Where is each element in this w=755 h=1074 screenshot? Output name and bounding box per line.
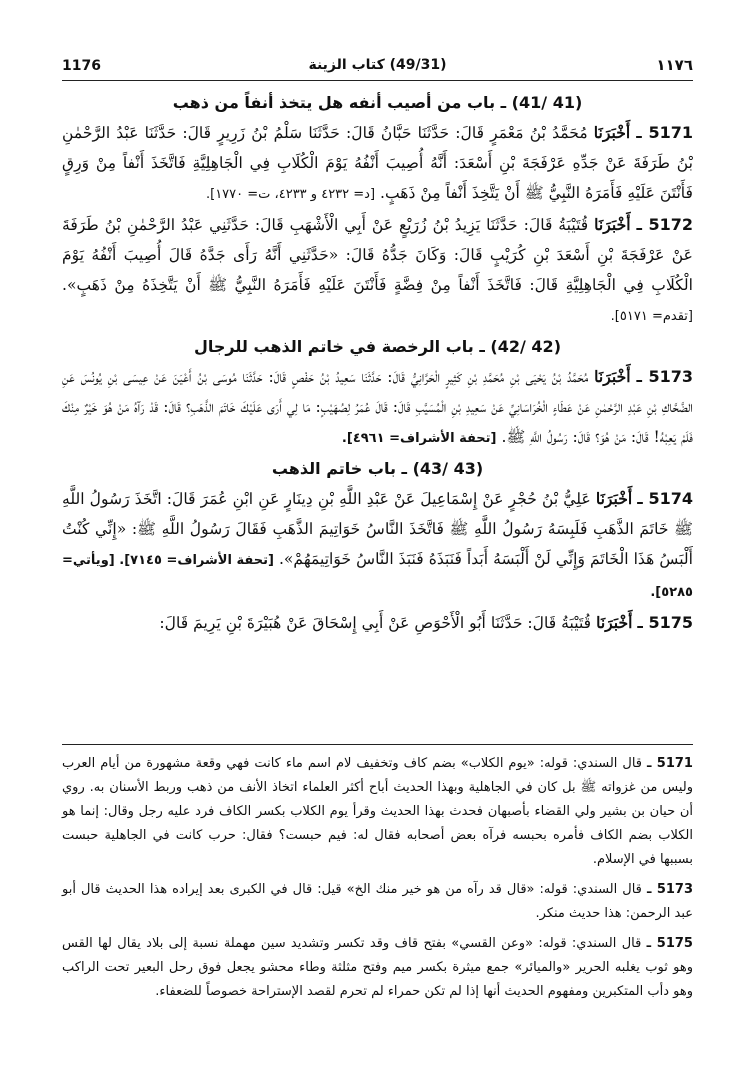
hadith-text: عَلِيُّ بْنُ حُجْرٍ عَنْ إِسْمَاعِيلَ عَنْ عَبْدِ اللَّهِ بْنِ دِينَارٍ عَنِ ابْنِ عُمَرَ قَالَ: اتَّخَذَ رَسُولُ اللَّهِ ﷺ خَاتَمَ الذَّهَبِ فَلَبِسَهُ رَسُولُ اللَّهِ ﷺ فَاتَّخَذَ النَّاسُ خَوَاتِيمَ الذَّهَبِ فَقَالَ رَسُولُ اللَّهِ ﷺ: «إِنِّي كُنْتُ أَلْبَسُ هَذَا الْخَاتَمَ وَإِنِّي لَنْ أَلْبَسَهُ أَبَداً فَنَبَذَهُ فَنَبَذَ النَّاسُ خَوَاتِيمَهُمْ». bbox=[62, 490, 693, 568]
running-title: (49/31) كتاب الزينة bbox=[308, 57, 447, 73]
hadith-intro: أَخْبَرَنَا bbox=[596, 613, 633, 632]
hadith-number: 5171 ـ bbox=[636, 123, 693, 142]
hadith-reference: [د= ٤٢٣٢ و ٤٢٣٣، ت= ١٧٧٠]. bbox=[205, 187, 376, 202]
footnotes bbox=[62, 752, 693, 1010]
hadith-5174 bbox=[62, 484, 693, 608]
chapter-title: (41 /41) ـ باب من أصيب أنفه هل يتخذ أنفاً من ذهب bbox=[172, 93, 583, 112]
hadith-5175 bbox=[62, 608, 693, 638]
footnote-number: 5171 ـ bbox=[646, 756, 693, 771]
hadith-5171 bbox=[62, 118, 693, 210]
footnote-text: قال السندي: قوله: «قال قد رآه من هو خير منك الخ» قيل: قال في الكبرى بعد إيراده هذا الحديث قال أبو عبد الرحمن: هذا حديث منكر. bbox=[62, 882, 693, 921]
hadith-text: قُتَيْبَةُ قَالَ: حَدَّثَنَا يَزِيدُ بْنُ زُرَيْعٍ عَنْ أَبِي الْأَشْهَبِ قَالَ: حَدَّثَنِي عَبْدُ الرَّحْمٰنِ بْنُ طَرَفَةَ عَنْ عَرْفَجَةَ بْنِ أَسْعَدَ بْنِ كُرَيْبٍ قَالَ: وَكَانَ جَدُّهُ قَالَ: «حَدَّثَنِي أَنَّهُ رَأَى جَدَّهُ قَالَ أُصِيبَ أَنْفُهُ يَوْمَ الْكُلَابِ فِي الْجَاهِلِيَّةِ قَالَ: فَاتَّخَذَ أَنْفاً مِنْ فِضَّةٍ فَأَنْتَنَ عَلَيْهِ فَأَمَرَهُ النَّبِيُّ ﷺ أَنْ يَتَّخِذَهُ مِنْ ذَهَبٍ». bbox=[62, 216, 693, 294]
hadith-intro: أَخْبَرَنَا bbox=[595, 489, 633, 508]
hadith-5173 bbox=[62, 362, 693, 454]
chapter-title: (42 /42) ـ باب الرخصة في خاتم الذهب للرجال bbox=[193, 337, 561, 356]
footnote-number: 5173 ـ bbox=[646, 882, 693, 897]
hadith-intro: أَخْبَرَنَا bbox=[594, 215, 631, 234]
main-text bbox=[62, 88, 693, 638]
hadith-intro: أَخْبَرَنَا bbox=[593, 123, 631, 142]
hadith-intro: أَخْبَرَنَا bbox=[594, 367, 631, 386]
page-number-arabic: ١١٧٦ bbox=[656, 56, 693, 74]
footnote-text: قال السندي: قوله: «يوم الكلاب» بضم كاف وتخفيف لام اسم ماء كانت فهي وقعة مشهورة من أيام العرب وليس من غزواته ﷺ بل كان في الجاهلية وبهذا الحديث أباح أكثر العلماء اتخاذ الأنف من ذهب وربط الأسنان به. روي أن حيان بن بشير ولي القضاء بأصبهان فحدث بهذا الحديث وقرأ يوم الكلاب بكسر الكاف فرد عليه رجل وقال: إنما هو الكلاب بضم الكاف فأمره بحبسه فرآه بعض أصحابه فقال له: فيم حبست؟ فقال: حرب كانت في الجاهلية حبست بسببها في الإسلام. bbox=[62, 756, 693, 867]
hadith-text: مُحَمَّدُ بْنُ يَحْيَى بْنِ مُحَمَّدِ بْنِ كَثِيرٍ الْحَرَّانِيُّ قَالَ: حَدَّثَنَا سَعِيدُ بْنُ حَفْصٍ قَالَ: حَدَّثَنَا مُوسَى بْنُ أَعْيَنَ عَنْ عِيسَى بْنِ يُونُسَ عَنِ الضَّحَّاكِ بْنِ عَبْدِ الرَّحْمٰنِ عَنْ عَطَاءٍ الْخُرَاسَانِيِّ عَنْ سَعِيدِ بْنِ الْمُسَيَّبِ قَالَ: قَالَ عُمَرُ لِصُهَيْبٍ: مَا لِي أَرَى عَلَيْكَ خَاتَمَ الذَّهَبِ؟ قَالَ: قَدْ رَآهُ مَنْ هُوَ خَيْرٌ مِنْكَ فَلَمْ يَعِبْهُ! قَالَ: مَنْ هُوَ؟ قَالَ: رَسُولُ اللَّهِ ﷺ. bbox=[62, 368, 693, 446]
hadith-reference: [تقدم= ٥١٧١]. bbox=[610, 309, 693, 324]
footnote-5173 bbox=[62, 878, 693, 926]
hadith-reference: [تحفة الأشراف= ٧١٤٥]. [ويأتي= ٥٢٨٥]. bbox=[62, 553, 693, 600]
footnote-5171 bbox=[62, 752, 693, 872]
hadith-number: 5175 ـ bbox=[637, 613, 693, 632]
footnote-divider bbox=[62, 744, 693, 745]
hadith-number: 5173 ـ bbox=[636, 367, 693, 386]
footnote-5175 bbox=[62, 932, 693, 1004]
hadith-reference: [تحفة الأشراف= ٤٩٦١]. bbox=[341, 431, 497, 446]
hadith-5172 bbox=[62, 210, 693, 332]
page-number-latin: 1176 bbox=[62, 58, 101, 74]
footnote-text: قال السندي: قوله: «وعن القسي» بفتح قاف وقد تكسر وتشديد سين مهملة نسبة إلى بلاد يقال لها القس وهو ثوب يغلبه الحرير «والميائر» جمع ميثرة بكسر ميم وفتح مثلثة وطاء محشو يجعل فوق رحل البعير تحت الراكب وهو دأب المتكبرين ومفهوم الحديث أنها إذا لم تكن حمراء لم تحرم لقصد الإستراحة خصوصاً للضعفاء. bbox=[62, 936, 693, 999]
hadith-text: قُتَيْبَةُ قَالَ: حَدَّثَنَا أَبُو الْأَحْوَصِ عَنْ أَبِي إِسْحَاقَ عَنْ هُبَيْرَةَ بْنِ يَرِيمَ قَالَ: bbox=[159, 614, 592, 632]
hadith-number: 5172 ـ bbox=[636, 215, 693, 234]
hadith-number: 5174 ـ bbox=[637, 489, 693, 508]
hadith-text: مُحَمَّدُ بْنُ مَعْمَرٍ قَالَ: حَدَّثَنَا حَبَّانُ قَالَ: حَدَّثَنَا سَلْمُ بْنُ زَرِيرٍ قَالَ: حَدَّثَنَا عَبْدُ الرَّحْمٰنِ بْنُ طَرَفَةَ عَنْ جَدِّهِ عَرْفَجَةَ بْنِ أَسْعَدَ: أَنَّهُ أُصِيبَ أَنْفُهُ يَوْمَ الْكُلَابِ فِي الْجَاهِلِيَّةِ فَاتَّخَذَ أَنْفاً مِنْ وَرِقٍ فَأَنْتَنَ عَلَيْهِ فَأَمَرَهُ النَّبِيُّ ﷺ أَنْ يَتَّخِذَ أَنْفاً مِنْ ذَهَبٍ. bbox=[62, 124, 693, 202]
chapter-title: (43 /43) ـ باب خاتم الذهب bbox=[271, 459, 484, 478]
footnote-number: 5175 ـ bbox=[646, 936, 693, 951]
page-header bbox=[62, 56, 693, 81]
